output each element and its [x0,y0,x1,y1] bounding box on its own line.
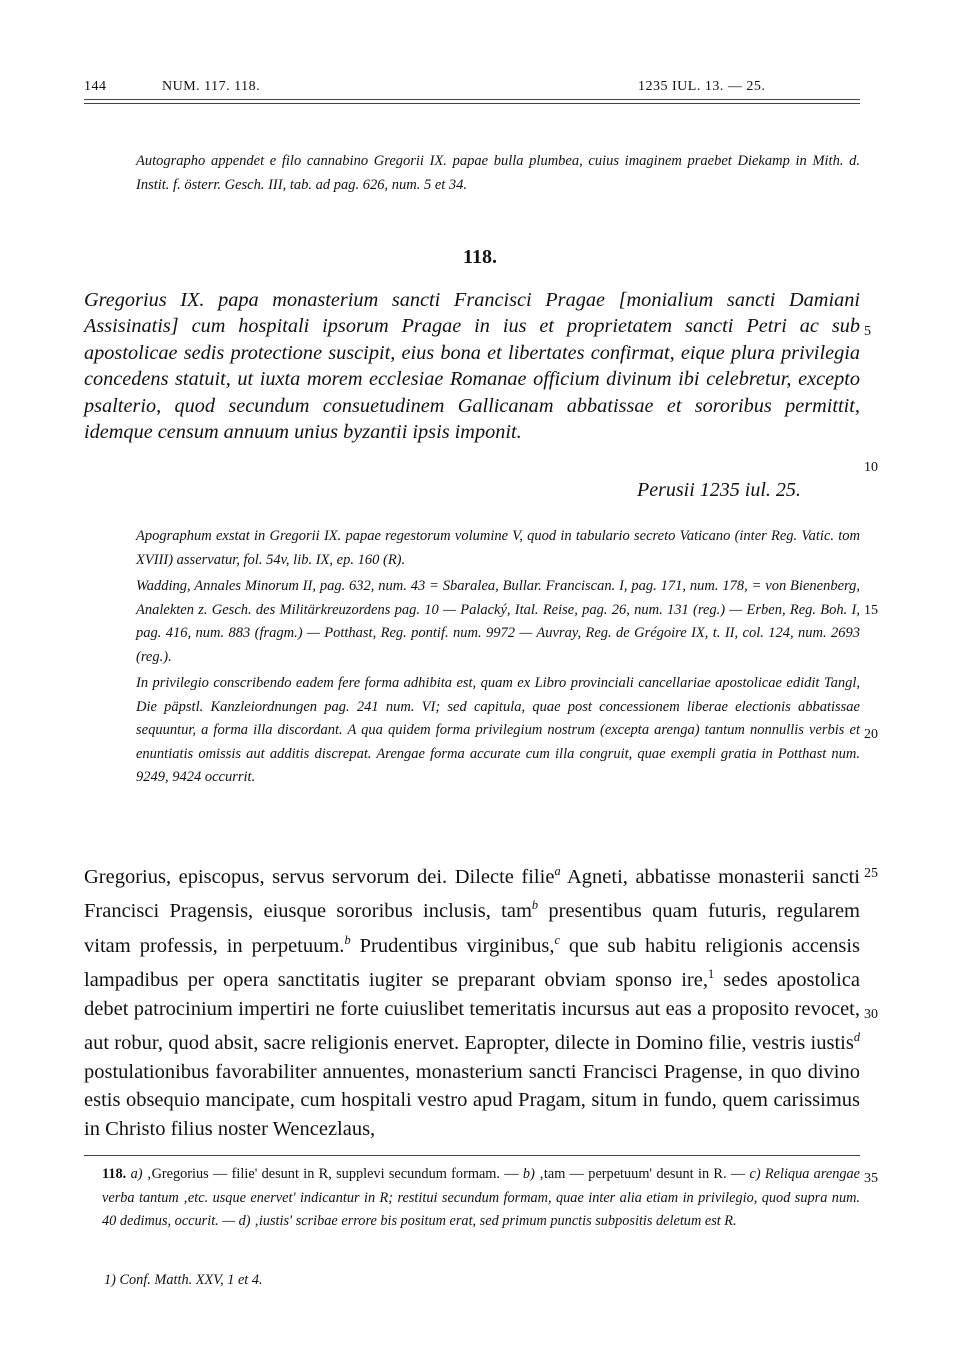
document-number: 118. [463,246,497,268]
regest-summary: Gregorius IX. papa monasterium sancti Francisci Pragae [monialium sancti Damiani Assisinatis] cum hospitali ipsorum Pragae in ius et proprietatem sancti Petri ac sub apostolicae sedis protectione suscipit, eius bona et libertates confirmat, eique plura privilegia concedens statuit, ut iuxta morem ecclesiae Romanae officium divinum ibi celebretur, excepto psalterio, quod secundum consuetudinem Gallicanam abbatissae et sororibus permittit, idemque censum annuum unius byzantii ipsis imponit. [84,289,860,444]
footnote-marker-d: d [853,1030,860,1045]
header-rule [84,99,860,100]
line-number: 25 [864,866,878,881]
footnote-mark-c: c) [749,1166,761,1182]
footnote-marker-b: b [344,932,351,947]
footnote-mark-a: a) [130,1166,143,1182]
text-segment: presentibus quam futuris, regularem vitam professis, in perpetuum. [84,900,861,957]
footnote-text-c: Reliqua arengae verba tantum ‚etc. usque enervet' indicantur in R; restitui secundum formam, quae inter alia etiam in privilegio, quod supra num. 40 dedimus, occurit. — [102,1166,861,1229]
text-segment: que sub habitu religionis accensis lampadibus per opera sanctitatis iugiter se preparant obviam sponso ire, [84,934,860,992]
text-segment: Gregorius, episcopus, servus servorum dei. Dilecte filie [84,865,555,888]
footnote-1: 1) Conf. Matth. XXV, 1 et 4. [104,1272,263,1288]
previous-note: Autographo appendet e filo cannabino Gregorii IX. papae bulla plumbea, cuius imaginem praebet Diekamp in Mith. d. Instit. f. österr. Gesch. III, tab. ad pag. 626, num. 5 et 34. [136,153,860,193]
text-segment: sedes apostolica debet patrocinium impertiri ne forte cuiuslibet temeritatis incursus aut eas a proposito revocet, aut robur, quod absit, sacre religionis enervet. Eapropter, dilecte in Domino filie, vestris iustis [84,969,860,1055]
line-number: 10 [864,460,878,475]
header-rule-double [84,103,860,104]
footnote-text-a: ‚Gregorius — filie' desunt in R, supplevi secundum formam. — [142,1166,523,1182]
apparatus-source: Apographum exstat in Gregorii IX. papae regestorum volumine V, quod in tabulario secreto Vaticano (inter Reg. Vatic. tom XVIII) asservatur, fol. 54v, lib. IX, ep. 160 (R). [136,528,860,568]
text-segment: postulationibus favorabiliter annuentes, monasterium sancti Francisci Pragense, in quo divino estis obsequio mancipate, cum hospitali vestro apud Pragam, situm in fundo, quem carissimus in Christo filius noster Wencezlaus, [84,1060,860,1140]
footnote-mark-d: d) [238,1213,251,1229]
header-date: 1235 IUL. 13. — 25. [638,79,766,94]
footnote-rule [84,1155,860,1156]
footnote-text-b: ‚tam — perpetuum' desunt in R. — [534,1166,750,1182]
apparatus-editions: Wadding, Annales Minorum II, pag. 632, num. 43 = Sbaralea, Bullar. Franciscan. I, pag. 171, num. 178, = von Bienenberg, Analekten z. Gesch. des Militärkreuzordens pag. 10 — Palacký, Ital. Reise, pag. 26, num. 131 (reg.) — Erben, Reg. Boh. I, pag. 416, num. 883 (fragm.) — Potthast, Reg. pontif. num. 9972 — Auvray, Reg. de Grégoire IX, t. II, col. 124, num. 2693 (reg.). [136,578,860,665]
footnotes [102,1163,860,1234]
text-segment: Agneti, abbatisse monasterii sancti Francisci Pragensis, eiusque sororibus inclusis, tam [84,865,860,923]
footnote-text-d: ‚iustis' scribae errore bis positum erat, sed primum punctis subpositis deletum est R. [250,1213,737,1229]
footnote-marker-b: b [531,898,539,913]
line-number: 30 [864,1007,878,1022]
main-text [84,857,860,1143]
line-number: 15 [864,603,878,618]
footnote-marker-a: a [554,864,561,878]
footnote-doc-number: 118. [102,1166,127,1182]
text-segment: Prudentibus virginibus, [350,934,555,957]
footnote-marker-1: 1 [707,967,715,982]
place-date: Perusii 1235 iul. 25. [637,479,801,501]
line-number: 20 [864,727,878,742]
page-number: 144 [84,79,107,94]
apparatus-commentary: In privilegio conscribendo eadem fere forma adhibita est, quam ex Libro provinciali cancellariae apostolicae edidit Tangl, Die päpstl. Kanzleiordnungen pag. 241 num. VI; sed capitula, quae post concessionem liberae electionis abbatissae sequuntur, a forma illa discordant. A qua quidem forma privilegium nostrum (excepta arenga) tantum nonnullis verbis et enuntiatis omissis aut additis discrepat. Arengae forma accurate cum illa congruit, quae exempli gratia in Potthast num. 9249, 9424 occurrit. [136,675,860,785]
footnote-marker-c: c [554,932,560,947]
footnote-mark-b: b) [522,1166,535,1182]
apparatus [136,525,860,793]
line-number: 35 [864,1171,878,1186]
header-numbers: NUM. 117. 118. [162,79,261,94]
line-number: 5 [864,324,871,339]
